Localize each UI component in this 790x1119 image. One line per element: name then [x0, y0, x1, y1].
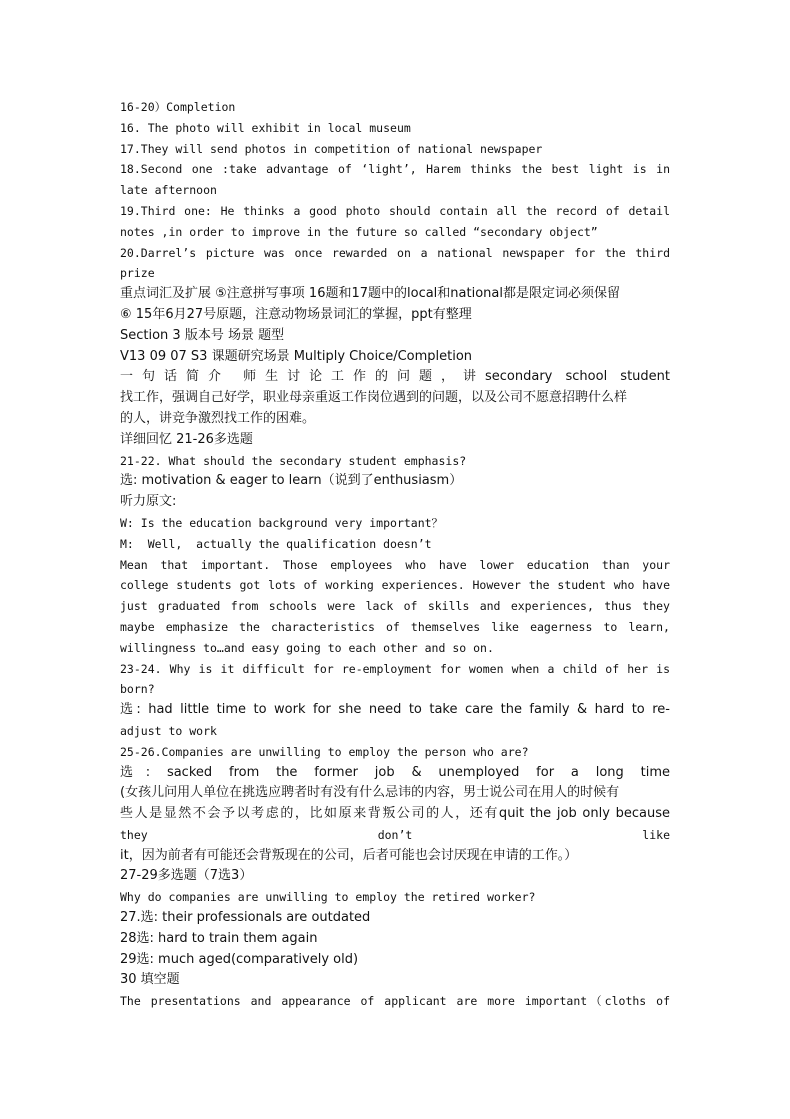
text-line: W: Is the education background very important？ [120, 515, 444, 530]
text-line: maybe emphasize the characteristics of themselves like eagerness to learn, [120, 619, 670, 634]
text-line: The presentations and appearance of applicant are more important（cloths of [120, 994, 670, 1009]
text-line: 29选: much aged(comparatively old) [120, 951, 359, 967]
text-line: 选: sacked from the former job & unemployed for a long time [120, 764, 670, 780]
text-line: 21-22. What should the secondary student emphasis? [120, 453, 467, 468]
text-line: prize [120, 266, 155, 281]
text-line: adjust to work [120, 723, 217, 738]
text-line: notes ,in order to improve in the future so called “secondary object” [120, 224, 598, 239]
text-line: 30 填空题 [120, 972, 180, 988]
text-line: 选: had little time to work for she need to take care the family & hard to re- [120, 702, 670, 718]
document-body [120, 97, 670, 1012]
text-line: Section 3 版本号 场景 题型 [120, 327, 285, 343]
text-line: college students got lots of working experiences. However the student who have [120, 578, 670, 593]
text-line: 19.Third one: He thinks a good photo should contain all the record of detail [120, 203, 670, 218]
text-line: 23-24. Why is it difficult for re-employment for women when a child of her is [120, 661, 670, 676]
text-line: M: Well, actually the qualification doesn’t [120, 536, 432, 551]
text-line: 些人是显然不会予以考虑的，比如原来背叛公司的人，还有quit the job only because [120, 806, 670, 822]
text-line: 25-26.Companies are unwilling to employ the person who are? [120, 744, 529, 759]
text-line: V13 09 07 S3 课题研究场景 Multiply Choice/Completion [120, 348, 473, 364]
text-line: just graduated from schools were lack of skills and experiences, thus they [120, 599, 670, 614]
text-line: born? [120, 682, 155, 697]
text-line: they don’t like [120, 827, 670, 842]
text-line: 17.They will send photos in competition of national newspaper [120, 141, 543, 156]
text-line: ⑥ 15年6月27号原题，注意动物场景词汇的掌握，ppt有整理 [120, 306, 472, 322]
text-line: 27.选: their professionals are outdated [120, 910, 371, 926]
text-line: (女孩儿问用人单位在挑选应聘者时有没有什么忌讳的内容，男士说公司在用人的时候有 [120, 785, 620, 801]
text-line: late afternoon [120, 183, 217, 198]
text-line: 找工作，强调自己好学，职业母亲重返工作岗位遇到的问题，以及公司不愿意招聘什么样 [120, 390, 628, 406]
text-line: 16-20）Completion [120, 100, 236, 114]
text-line: 16. The photo will exhibit in local museum [120, 120, 411, 135]
text-line: 选: motivation & eager to learn（说到了enthusiasm） [120, 473, 463, 489]
text-line: 20.Darrel’s picture was once rewarded on a national newspaper for the third [120, 245, 670, 260]
text-line: 详细回忆 21-26多选题 [120, 431, 253, 447]
text-line: it，因为前者有可能还会背叛现在的公司，后者可能也会讨厌现在申请的工作。） [120, 847, 578, 863]
text-line: Mean that important. Those employees who have lower education than your [120, 557, 670, 572]
text-line: 一句话简介 师生讨论工作的问题，讲secondary school student [120, 369, 670, 385]
text-line: 重点词汇及扩展 ⑤注意拼写事项 16题和17题中的local和national都是限定词必须保留 [120, 286, 620, 302]
text-line: willingness to…and easy going to each other and so on. [120, 640, 494, 655]
text-line: 18.Second one :take advantage of ‘light’, Harem thinks the best light is in [120, 162, 670, 177]
text-line: 27-29多选题（7选3） [120, 868, 253, 884]
text-line: 28选: hard to train them again [120, 930, 318, 946]
text-line: Why do companies are unwilling to employ the retired worker? [120, 890, 536, 905]
text-line: 的人，讲竞争激烈找工作的困难。 [120, 410, 316, 426]
text-line: 听力原文: [120, 494, 177, 510]
